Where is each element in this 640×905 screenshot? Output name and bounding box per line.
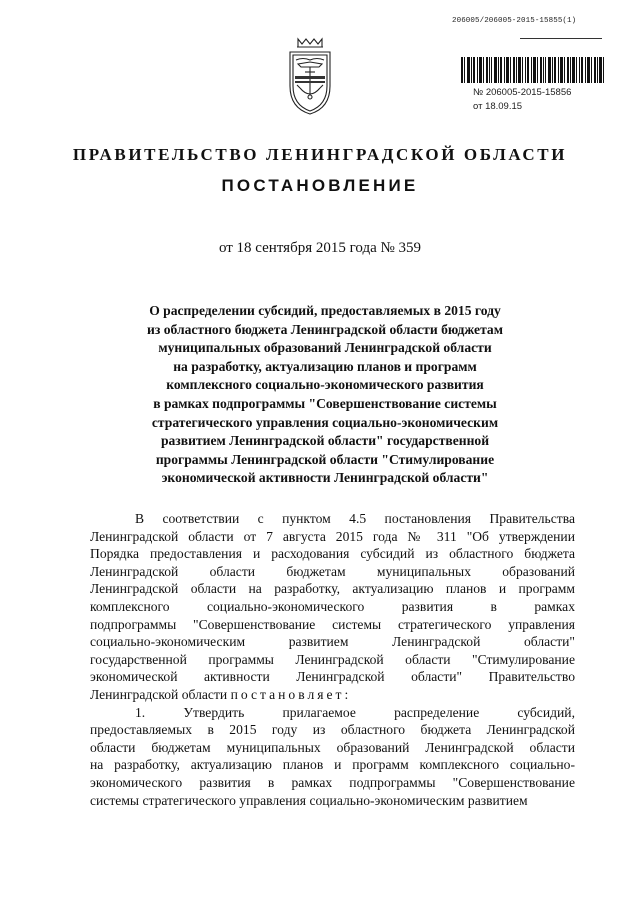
title-line: в рамках подпрограммы "Совершенствование системы (153, 395, 497, 411)
body-line: экономического развития в рамках подпрограммы "Совершенствование (90, 774, 575, 790)
body-line: Ленинградской области на разработку, актуализацию планов и программ (90, 581, 575, 597)
body-line: В соответствии с пунктом 4.5 постановления Правительства (135, 511, 575, 526)
body-line: предоставляемых в 2015 году из областного бюджета Ленинградской (90, 722, 575, 738)
title-line: комплексного социально-экономического развития (166, 377, 484, 393)
body-line: государственной программы Ленинградской области "Стимулирование (90, 651, 575, 667)
resolution-word: постановляет: (230, 686, 352, 702)
document-date: от 18 сентября 2015 года № 359 (218, 240, 422, 256)
document-code: 206005/206005-2015-15855(1) (452, 17, 577, 25)
registration-number: № 206005-2015-15856 (473, 87, 572, 98)
issuing-authority: ПРАВИТЕЛЬСТВО ЛЕНИНГРАДСКОЙ ОБЛАСТИ (72, 145, 568, 164)
header-rule (520, 38, 602, 39)
body-line: Порядка предоставления и расходования субсидий из областного бюджета (90, 546, 575, 562)
title-line: муниципальных образований Ленинградской области (158, 340, 492, 356)
body-line (90, 686, 575, 704)
title-line: О распределении субсидий, предоставляемых в 2015 году (149, 303, 501, 318)
document-body (90, 510, 575, 809)
body-line: Ленинградской области бюджетам муниципальных образований (90, 563, 575, 579)
body-line: подпрограммы "Совершенствование системы стратегического управления (90, 616, 575, 632)
title-line: развитием Ленинградской области" государственной (160, 433, 490, 449)
body-line: на разработку, актуализацию планов и программ комплексного социально- (90, 757, 575, 773)
title-line: на разработку, актуализацию планов и программ (173, 358, 477, 374)
barcode-icon (461, 57, 604, 83)
title-line: программы Ленинградской области "Стимулирование (155, 451, 495, 467)
body-line: комплексного социально-экономического развития в рамках (90, 598, 575, 614)
body-text: Ленинградской области (90, 686, 228, 702)
body-line: социально-экономическим развитием Ленинградской области" (90, 634, 575, 650)
leningrad-oblast-coat-of-arms-icon (286, 36, 334, 116)
body-text: Утвердить прилагаемое распределение субсидий, (183, 704, 575, 720)
document-type: ПОСТАНОВЛЕНИЕ (221, 176, 419, 195)
registration-date: от 18.09.15 (473, 101, 523, 112)
item-number: 1. (135, 704, 146, 720)
body-line: Ленинградской области от 7 августа 2015 года № 311 "Об утверждении (90, 528, 575, 544)
title-line: стратегического управления социально-экономическим (151, 414, 499, 430)
document-title (90, 302, 560, 488)
body-line: экономической активности Ленинградской области" Правительство (90, 669, 575, 685)
item-1-first-line (90, 704, 575, 722)
body-line: области бюджетам муниципальных образований Ленинградской области (90, 739, 575, 755)
title-line: экономической активности Ленинградской области" (161, 470, 489, 486)
body-line: системы стратегического управления социально-экономическим развитием (90, 792, 528, 808)
title-line: из областного бюджета Ленинградской области бюджетам (147, 321, 503, 337)
